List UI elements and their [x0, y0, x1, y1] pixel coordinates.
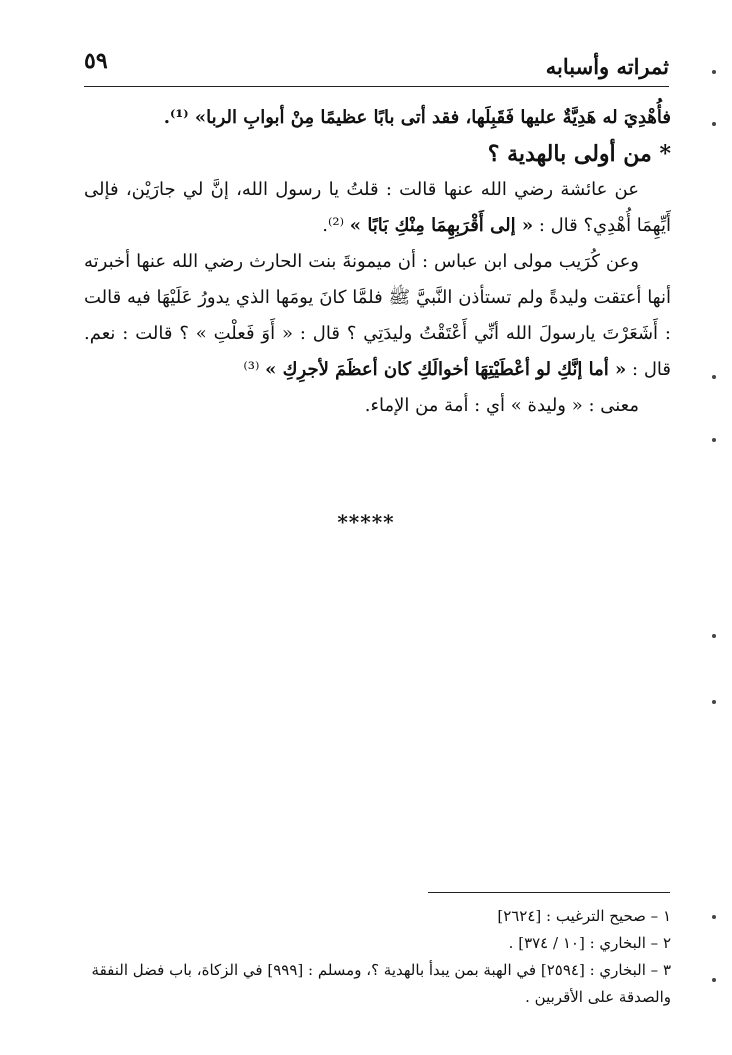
- running-title: ثمراته وأسبابه: [545, 54, 669, 79]
- margin-mark: [712, 375, 716, 379]
- margin-mark: [712, 978, 716, 982]
- margin-mark: [712, 915, 716, 919]
- hadith-quote: « أما إنَّكِ لو أعْطَيْتِهَا أخوالَكِ كان أعظَمَ لأجرِكِ »: [265, 359, 627, 380]
- footnote-ref: ⁽²⁾.: [322, 215, 345, 236]
- footnote-3: ٣ – البخاري : [٢٥٩٤] في الهبة بمن يبدأ بالهدية ؟، ومسلم : [٩٩٩] في الزكاة، باب فضل النفقة والصدقة على الأقربين .: [91, 961, 671, 1006]
- paragraph-aisha: [84, 172, 671, 244]
- paragraph-text: وعن كُرَيب مولى ابن عباس : أن ميمونةَ بنت الحارث رضي الله عنها أخبرته أنها أعتقت وليدةً ولم تستأذن النَّبيَّ ﷺ فلمَّا كانَ يومَها الذي يدورُ عَلَيْهَا فيه قالت : أَشَعَرْتَ يارسولَ الله أنِّي أَعْتَقْتُ وليدَتِي ؟ قال : « أَوَ فَعلْتِ » ؟ قالت : نعم. قال :: [84, 251, 671, 380]
- page-number: ٥٩: [84, 48, 108, 74]
- footnote-divider: [428, 892, 670, 893]
- margin-mark: [712, 700, 716, 704]
- margin-mark: [712, 634, 716, 638]
- footnote-1: ١ – صحيح الترغيب : [٢٦٢٤]: [497, 907, 671, 925]
- paragraph-text: عن عائشة رضي الله عنها قالت : قلتُ يا رسول الله، إنَّ لي جارَيْن، فإلى أَيِّهِمَا أُهْدِي؟ قال :: [84, 179, 671, 236]
- section-separator: *****: [337, 510, 395, 534]
- footnote-2: ٢ – البخاري : [١٠ / ٣٧٤] .: [508, 934, 671, 952]
- footnote-ref: ⁽³⁾: [243, 359, 260, 380]
- section-heading: * من أولى بالهدية ؟: [487, 141, 671, 167]
- margin-mark: [712, 70, 716, 74]
- paragraph-kurayb: [84, 244, 671, 388]
- page-header: [84, 44, 669, 87]
- hadith-quote: « إلى أَقْرَبِهِمَا مِنْكِ بَابًا »: [349, 215, 534, 236]
- paragraph-meaning: معنى : « وليدة » أي : أمة من الإماء.: [364, 395, 639, 416]
- margin-mark: [712, 122, 716, 126]
- main-text: [84, 100, 671, 424]
- margin-mark: [712, 438, 716, 442]
- footnotes: [84, 903, 671, 1011]
- opening-line: فأُهْدِيَ له هَدِيَّةٌ عليها فَقَبِلَها، فقد أتى بابًا عظيمًا مِنْ أبوابِ الربا» ⁽¹⁾.: [163, 107, 671, 128]
